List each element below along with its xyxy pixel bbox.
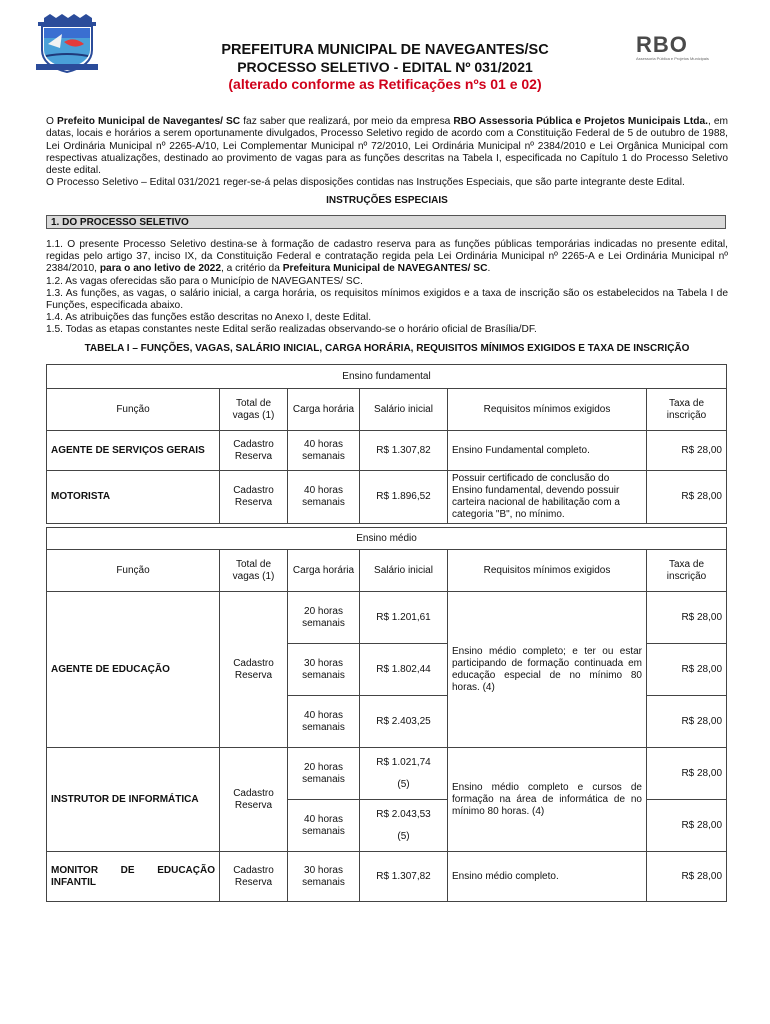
col-requisitos: Requisitos mínimos exigidos xyxy=(448,389,647,431)
header-title: PREFEITURA MUNICIPAL DE NAVEGANTES/SC xyxy=(221,42,549,58)
cell-vagas: Cadastro Reserva xyxy=(220,471,288,524)
rbo-logo xyxy=(636,34,712,64)
band-ensino-medio: Ensino médio xyxy=(47,528,727,550)
cell-taxa: R$ 28,00 xyxy=(647,800,727,852)
cell-vagas: Cadastro Reserva xyxy=(220,592,288,748)
cell-salario: R$ 1.896,52 xyxy=(360,471,448,524)
cell-salario: R$ 1.307,82 xyxy=(360,852,448,902)
cell-carga: 20 horas semanais xyxy=(288,592,360,644)
table-row xyxy=(47,748,727,800)
cell-salario: R$ 1.307,82 xyxy=(360,431,448,471)
cell-salario: R$ 1.802,44 xyxy=(360,644,448,696)
intro-text xyxy=(46,116,728,190)
col-carga: Carga horária xyxy=(288,550,360,592)
intro-paragraph-2: O Processo Seletivo – Edital 031/2021 reger-se-á pelas disposições contidas nas Instruções Especiais, que são parte integrante deste Edital. xyxy=(46,177,685,189)
cell-taxa: R$ 28,00 xyxy=(647,696,727,748)
section-1-text xyxy=(46,239,728,337)
cell-requisitos: Ensino médio completo; e ter ou estar participando de formação continuada em educação especial de no mínimo 80 horas. (4) xyxy=(448,592,647,748)
table-ensino-medio xyxy=(46,527,727,902)
col-salario: Salário inicial xyxy=(360,550,448,592)
item-1-5: 1.5. Todas as etapas constantes neste Edital serão realizadas observando-se o horário oficial de Brasília/DF. xyxy=(46,324,537,336)
salario-value: R$ 2.043,53 xyxy=(376,808,431,820)
cell-carga: 40 horas semanais xyxy=(288,800,360,852)
cell-taxa: R$ 28,00 xyxy=(647,431,727,471)
cell-requisitos: Ensino Fundamental completo. xyxy=(448,431,647,471)
salario-note: (5) xyxy=(397,778,410,790)
table-row xyxy=(47,471,727,524)
rbo-logo-subtitle: Assessoria Pública e Projetos Municipais xyxy=(636,56,709,61)
cell-vagas: Cadastro Reserva xyxy=(220,852,288,902)
cell-salario: R$ 2.403,25 xyxy=(360,696,448,748)
cell-taxa: R$ 28,00 xyxy=(647,644,727,696)
cell-carga: 20 horas semanais xyxy=(288,748,360,800)
cell-taxa: R$ 28,00 xyxy=(647,592,727,644)
salario-note: (5) xyxy=(397,830,410,842)
cell-carga: 30 horas semanais xyxy=(288,644,360,696)
cell-salario xyxy=(360,748,448,800)
cell-funcao: AGENTE DE EDUCAÇÃO xyxy=(47,592,220,748)
cell-taxa: R$ 28,00 xyxy=(647,852,727,902)
rbo-logo-text: RBO xyxy=(636,32,688,57)
col-taxa: Taxa de inscrição xyxy=(647,389,727,431)
salario-value: R$ 1.021,74 xyxy=(376,756,431,768)
cell-funcao: INSTRUTOR DE INFORMÁTICA xyxy=(47,748,220,852)
cell-funcao: MOTORISTA xyxy=(47,471,220,524)
item-1-3: 1.3. As funções, as vagas, o salário inicial, a carga horária, os requisitos mínimos exigidos e a taxa de inscrição são os estabelecidos na Tabela I de Funções, especificada abaixo. xyxy=(46,287,728,312)
item-1-1: 1.1. O presente Processo Seletivo destina-se à formação de cadastro reserva para as funções públicas temporárias indicadas no presente edital, regidas pelo artigo 37, inciso IX, da Constituição Federal e contratação regida pela Lei Ordinária Municipal nº 2265-A e Lei Ordinária Municipal nº 2384/2010, para o ano letivo de 2022, a critério da Prefeitura Municipal de NAVEGANTES/ SC. xyxy=(46,239,728,275)
col-vagas: Total de vagas (1) xyxy=(220,550,288,592)
cell-taxa: R$ 28,00 xyxy=(647,748,727,800)
col-funcao: Função xyxy=(47,550,220,592)
section-1-title: 1. DO PROCESSO SELETIVO xyxy=(46,215,726,229)
cell-requisitos: Possuir certificado de conclusão do Ensino fundamental, devendo possuir carteira nacional de habilitação com a categoria "B", no mínimo. xyxy=(448,471,647,524)
cell-funcao: MONITOR DE EDUCAÇÃO INFANTIL xyxy=(47,852,220,902)
cell-vagas: Cadastro Reserva xyxy=(220,748,288,852)
document-header xyxy=(160,42,610,93)
header-retificacoes: (alterado conforme as Retificações nºs 01 e 02) xyxy=(228,76,542,92)
header-edital: PROCESSO SELETIVO - EDITAL Nº 031/2021 xyxy=(237,59,533,75)
cell-salario xyxy=(360,800,448,852)
intro-paragraph-1: O Prefeito Municipal de Navegantes/ SC faz saber que realizará, por meio da empresa RBO Assessoria Pública e Projetos Municipais Ltda., em datas, locais e horários a serem oportunamente divulgados, Processo Seletivo regido de acordo com a Constituição Federal de 5 de outubro de 1988, Lei Ordinária Municipal nº 2265-A/10, Lei Complementar Municipal nº 72/2010, Lei Ordinária Municipal nº 2384/2010 e Lei Orgânica Municipal com respectivas atualizações, destinado ao provimento de vagas para as funções descritas na Tabela I, especificada no Capítulo 1 do Processo Seletivo deste edital. xyxy=(46,116,729,177)
col-salario: Salário inicial xyxy=(360,389,448,431)
item-1-4: 1.4. As atribuições das funções estão descritas no Anexo I, deste Edital. xyxy=(46,312,372,324)
instrucoes-especiais-title: INSTRUÇÕES ESPECIAIS xyxy=(326,195,448,206)
cell-carga: 40 horas semanais xyxy=(288,471,360,524)
table-ensino-fundamental xyxy=(46,364,727,524)
cell-carga: 40 horas semanais xyxy=(288,431,360,471)
cell-requisitos: Ensino médio completo. xyxy=(448,852,647,902)
col-vagas: Total de vagas (1) xyxy=(220,389,288,431)
tabela-i-title: TABELA I – FUNÇÕES, VAGAS, SALÁRIO INICIAL, CARGA HORÁRIA, REQUISITOS MÍNIMOS EXIGIDOS E TAXA DE INSCRIÇÃO xyxy=(84,343,690,354)
cell-vagas: Cadastro Reserva xyxy=(220,431,288,471)
col-carga: Carga horária xyxy=(288,389,360,431)
municipal-coat-of-arms-logo xyxy=(34,14,100,74)
cell-carga: 30 horas semanais xyxy=(288,852,360,902)
table-row xyxy=(47,592,727,644)
table-row xyxy=(47,852,727,902)
cell-funcao: AGENTE DE SERVIÇOS GERAIS xyxy=(47,431,220,471)
col-requisitos: Requisitos mínimos exigidos xyxy=(448,550,647,592)
cell-taxa: R$ 28,00 xyxy=(647,471,727,524)
col-taxa: Taxa de inscrição xyxy=(647,550,727,592)
cell-salario: R$ 1.201,61 xyxy=(360,592,448,644)
item-1-2: 1.2. As vagas oferecidas são para o Município de NAVEGANTES/ SC. xyxy=(46,275,363,287)
cell-requisitos: Ensino médio completo e cursos de formação na área de informática de no mínimo 80 horas. (4) xyxy=(448,748,647,852)
table-row xyxy=(47,431,727,471)
col-funcao: Função xyxy=(47,389,220,431)
cell-carga: 40 horas semanais xyxy=(288,696,360,748)
band-ensino-fundamental: Ensino fundamental xyxy=(47,365,727,389)
